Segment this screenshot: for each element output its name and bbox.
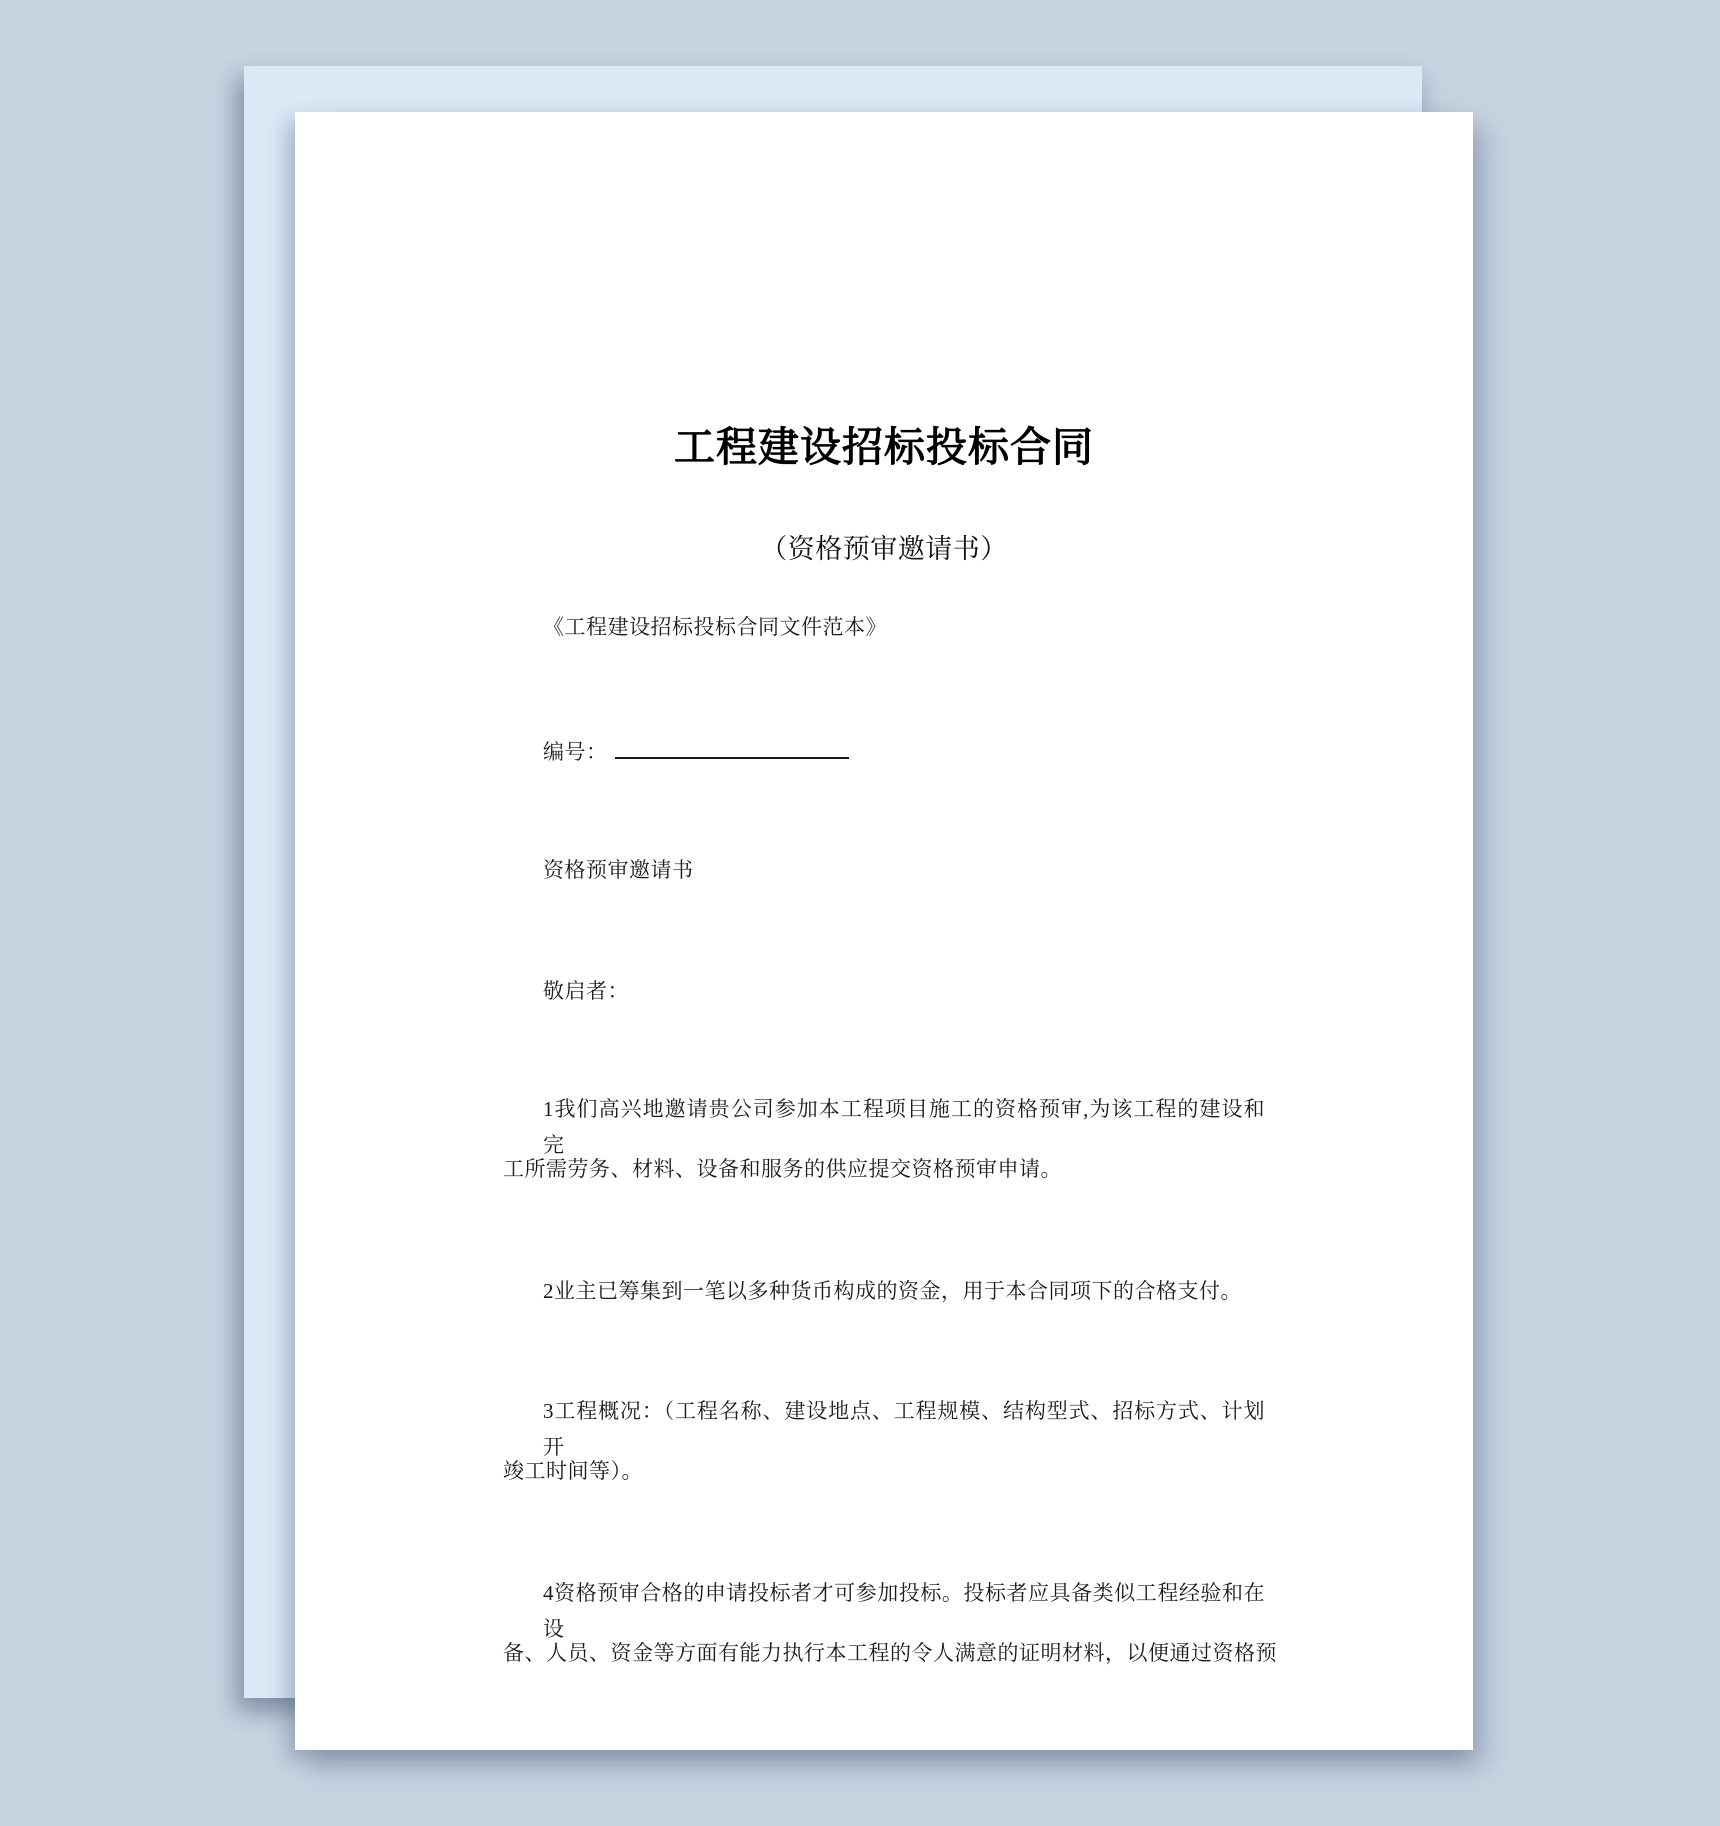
paragraph-line: 3工程概况：（工程名称、建设地点、工程规模、结构型式、招标方式、计划开 [543,1399,1265,1459]
section-heading: 资格预审邀请书 [543,858,694,882]
document-number-blank-field [615,731,849,759]
document-title: 工程建设招标投标合同 [674,424,1094,470]
paragraph-line: 4资格预审合格的申请投标者才可参加投标。投标者应具备类似工程经验和在设 [543,1581,1265,1641]
paragraph-line: 2业主已筹集到一笔以多种货币构成的资金，用于本合同项下的合格支付。 [543,1279,1242,1303]
document-number-label: 编号： [543,740,608,764]
salutation: 敬启者： [543,979,629,1003]
paragraph-line: 工所需劳务、材料、设备和服务的供应提交资格预审申请。 [503,1157,1062,1181]
paragraph-line: 备、人员、资金等方面有能力执行本工程的令人满意的证明材料，以便通过资格预 [503,1641,1277,1665]
document-reference: 《工程建设招标投标合同文件范本》 [543,615,887,639]
paragraph-line: 竣工时间等）。 [503,1459,643,1483]
document-number-row [543,731,849,770]
document-page [295,112,1473,1750]
paragraph-line: 1我们高兴地邀请贵公司参加本工程项目施工的资格预审,为该工程的建设和完 [543,1097,1265,1157]
document-subtitle: （资格预审邀请书） [760,534,1008,564]
